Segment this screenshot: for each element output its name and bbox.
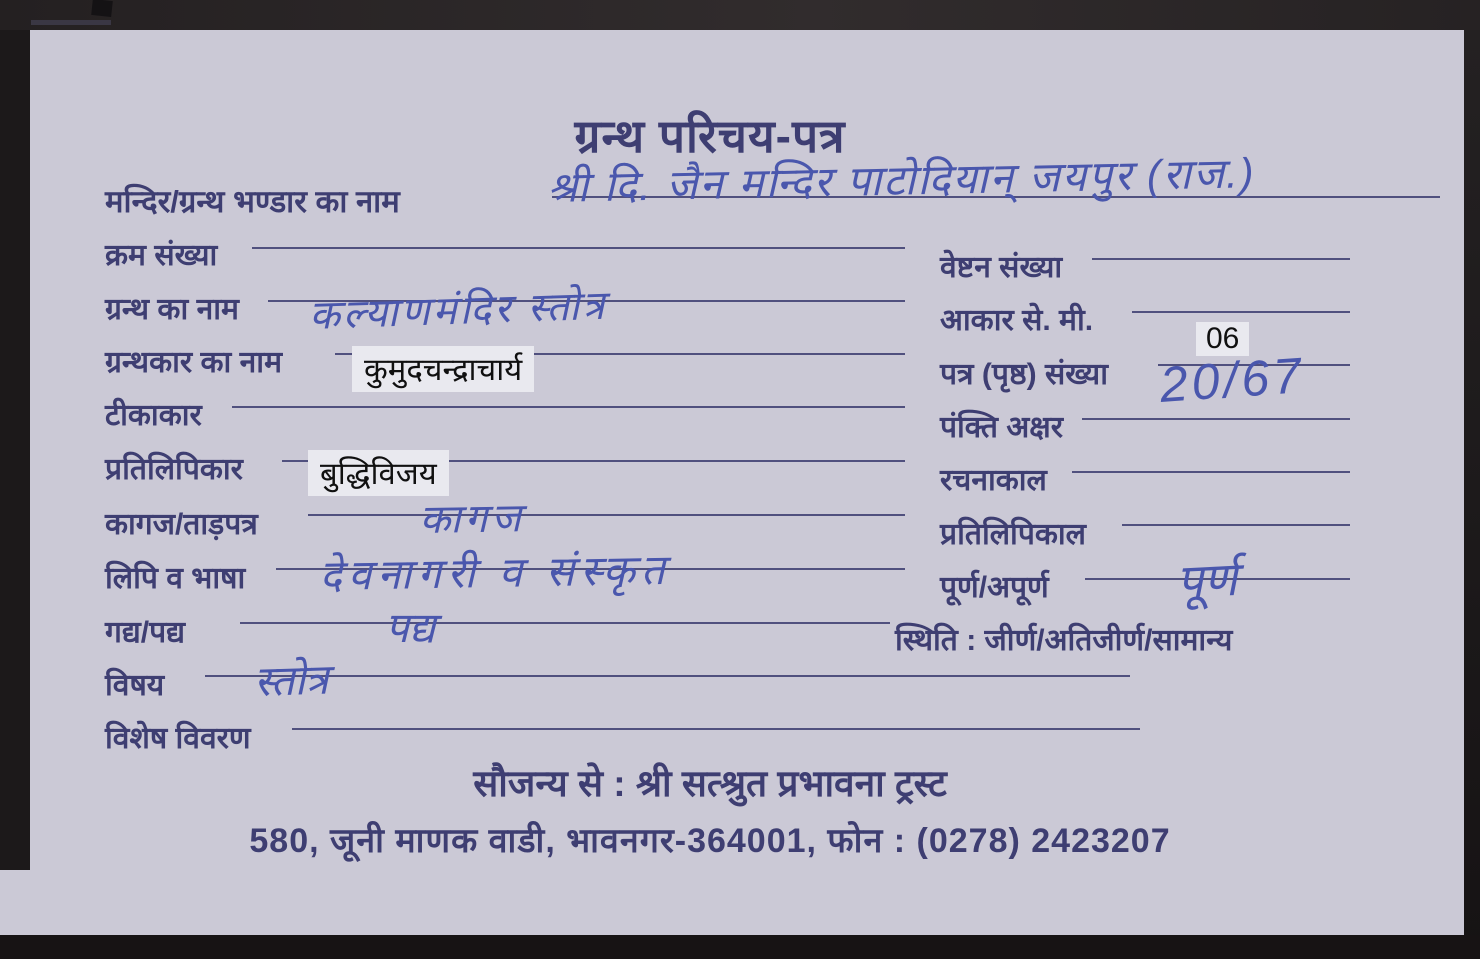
field-label-copyist: प्रतिलिपिकार — [105, 453, 243, 486]
field-label-commentator: टीकाकार — [105, 399, 202, 432]
field-value-subject: स्तोत्र — [253, 655, 330, 706]
address-phone-line: 580, जूनी माणक वाडी, भावनगर-364001, फोन : (0278) 2423207 — [249, 822, 1171, 860]
backdrop-right — [1464, 30, 1480, 959]
field-label-special-details: विशेष विवरण — [105, 722, 251, 755]
backdrop-mark-line — [31, 20, 111, 25]
courtesy-line: सौजन्य से : श्री सत्श्रुत प्रभावना ट्रस्ट — [473, 763, 947, 804]
field-label-size-cm: आकार से. मी. — [940, 304, 1094, 337]
field-label-leaf-page-count: पत्र (पृष्ठ) संख्या — [940, 358, 1108, 391]
field-value-script-and-language: देवनागरी व संस्कृत — [319, 545, 672, 600]
field-label-complete-incomplete: पूर्ण/अपूर्ण — [940, 571, 1049, 604]
field-label-author-name: ग्रन्थकार का नाम — [105, 346, 283, 379]
field-value-author-name: कुमुदचन्द्राचार्य — [352, 346, 534, 392]
field-value-paper-or-palm-leaf: कागज — [419, 496, 526, 543]
rule-line — [308, 514, 905, 516]
field-label-subject: विषय — [105, 669, 165, 702]
rule-line — [1122, 524, 1350, 526]
rule-line — [252, 247, 905, 249]
field-label-script-and-language: लिपि व भाषा — [105, 562, 246, 595]
rule-line — [1082, 418, 1350, 420]
field-label-paper-or-palm-leaf: कागज/ताड़पत्र — [105, 508, 258, 541]
backdrop-left — [0, 30, 30, 870]
backdrop-top — [0, 0, 1480, 30]
field-value-complete-incomplete: पूर्ण — [1175, 551, 1239, 609]
field-value-book-name: कल्याणमंदिर स्तोत्र — [308, 283, 608, 339]
field-value-prose-or-verse: पद्य — [385, 604, 436, 651]
backdrop-bottom — [0, 935, 1480, 959]
rule-line — [240, 622, 890, 624]
rule-line — [292, 728, 1140, 730]
rule-line — [1072, 471, 1350, 473]
field-label-book-name: ग्रन्थ का नाम — [105, 293, 239, 326]
field-label-temple-bhandar-name: मन्दिर/ग्रन्थ भण्डार का नाम — [105, 184, 400, 219]
field-label-serial-number: क्रम संख्या — [105, 239, 218, 272]
field-value-leaf-page-count: 20/67 — [1158, 347, 1307, 414]
rule-line — [232, 406, 905, 408]
field-value-temple-bhandar-name: श्री दि. जैन मन्दिर पाटोदियान् जयपुर (राज.) — [546, 149, 1257, 212]
field-label-copy-date: प्रतिलिपिकाल — [940, 518, 1087, 551]
card-title: ग्रन्थ परिचय-पत्र — [574, 110, 846, 162]
field-label-composition-date: रचनाकाल — [940, 464, 1047, 497]
backdrop-mark-notch — [91, 0, 113, 17]
rule-line — [1092, 258, 1350, 260]
annotation-leaf-page-count: 06 — [1196, 322, 1249, 356]
rule-line — [1132, 311, 1350, 313]
rule-line — [205, 675, 1130, 677]
field-label-condition: स्थिति : जीर्ण/अतिजीर्ण/सामान्य — [895, 624, 1233, 657]
field-label-lines-letters: पंक्ति अक्षर — [940, 411, 1064, 444]
field-label-bundle-number: वेष्टन संख्या — [940, 251, 1063, 284]
field-label-prose-or-verse: गद्य/पद्य — [105, 616, 186, 649]
field-value-copyist: बुद्धिविजय — [308, 450, 449, 496]
